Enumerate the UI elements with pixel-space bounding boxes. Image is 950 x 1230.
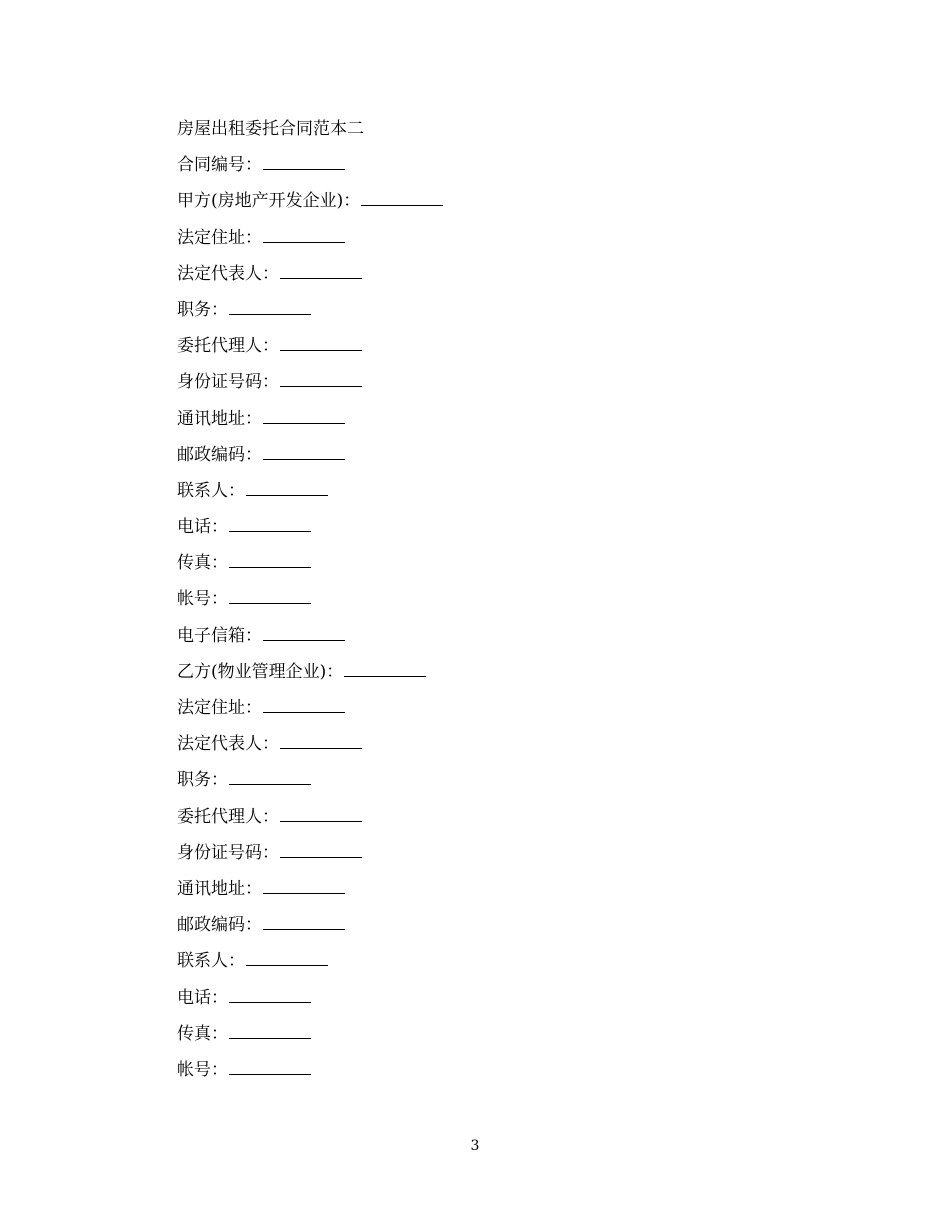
form-field-line: [177, 1022, 443, 1058]
form-field-line: [177, 298, 443, 334]
form-field-line: [177, 587, 443, 623]
fill-in-blank: [246, 949, 328, 966]
form-field-line: [177, 624, 443, 660]
field-label: 通讯地址：: [177, 878, 262, 899]
fill-in-blank: [263, 443, 345, 460]
form-field-line: [177, 913, 443, 949]
field-label: 合同编号：: [177, 155, 262, 176]
form-field-line: [177, 262, 443, 298]
form-field-line: [177, 660, 443, 696]
field-label: 联系人：: [177, 951, 245, 972]
field-label: 帐号：: [177, 1059, 228, 1080]
form-field-line: [177, 768, 443, 804]
field-label: 职务：: [177, 770, 228, 791]
field-label: 帐号：: [177, 589, 228, 610]
field-label: 法定代表人：: [177, 734, 279, 755]
fill-in-blank: [280, 370, 362, 387]
form-field-line: [177, 949, 443, 985]
fill-in-blank: [280, 732, 362, 749]
fill-in-blank: [280, 805, 362, 822]
fill-in-blank: [263, 913, 345, 930]
field-label: 传真：: [177, 553, 228, 574]
form-field-line: [177, 1058, 443, 1094]
form-field-line: [177, 551, 443, 587]
form-field-line: [177, 189, 443, 225]
fill-in-blank: [229, 587, 311, 604]
fill-in-blank: [263, 153, 345, 170]
field-label: 电子信箱：: [177, 625, 262, 646]
field-label: 传真：: [177, 1023, 228, 1044]
fill-in-blank: [263, 624, 345, 641]
form-field-line: [177, 805, 443, 841]
form-field-line: [177, 841, 443, 877]
form-field-line: [177, 370, 443, 406]
fill-in-blank: [229, 515, 311, 532]
fill-in-blank: [280, 334, 362, 351]
field-label: 电话：: [177, 987, 228, 1008]
fill-in-blank: [280, 262, 362, 279]
form-field-line: [177, 407, 443, 443]
document-body: [177, 117, 443, 1094]
form-field-line: [177, 153, 443, 189]
field-label: 身份证号码：: [177, 372, 279, 393]
form-field-line: [177, 696, 443, 732]
document-title: 房屋出租委托合同范本二: [177, 119, 364, 139]
field-label: 通讯地址：: [177, 408, 262, 429]
fill-in-blank: [263, 696, 345, 713]
fill-in-blank: [229, 551, 311, 568]
fill-in-blank: [229, 1058, 311, 1075]
page-number: 3: [470, 1138, 480, 1154]
field-label: 法定代表人：: [177, 263, 279, 284]
form-field-line: [177, 479, 443, 515]
fill-in-blank: [229, 768, 311, 785]
field-label: 甲方(房地产开发企业)：: [177, 191, 361, 212]
fill-in-blank: [229, 986, 311, 1003]
fill-in-blank: [263, 226, 345, 243]
field-label: 邮政编码：: [177, 444, 262, 465]
form-field-line: [177, 443, 443, 479]
fill-in-blank: [229, 1022, 311, 1039]
form-field-line: [177, 732, 443, 768]
field-label: 电话：: [177, 517, 228, 538]
field-label: 法定住址：: [177, 698, 262, 718]
form-field-line: [177, 334, 443, 370]
field-label: 法定住址：: [177, 227, 262, 248]
field-label: 身份证号码：: [177, 842, 279, 863]
form-field-line: [177, 986, 443, 1022]
field-label: 委托代理人：: [177, 336, 279, 357]
form-field-line: [177, 226, 443, 262]
fill-in-blank: [246, 479, 328, 496]
fill-in-blank: [229, 298, 311, 315]
field-label: 乙方(物业管理企业)：: [177, 661, 344, 682]
fill-in-blank: [263, 877, 345, 894]
fill-in-blank: [263, 407, 345, 424]
field-label: 委托代理人：: [177, 806, 279, 827]
fill-in-blank: [280, 841, 362, 858]
fill-in-blank: [344, 660, 426, 677]
form-field-line: [177, 877, 443, 913]
field-label: 邮政编码：: [177, 915, 262, 936]
form-field-line: [177, 515, 443, 551]
field-label: 联系人：: [177, 480, 245, 501]
field-list: [177, 153, 443, 1094]
field-label: 职务：: [177, 299, 228, 320]
fill-in-blank: [361, 189, 443, 206]
